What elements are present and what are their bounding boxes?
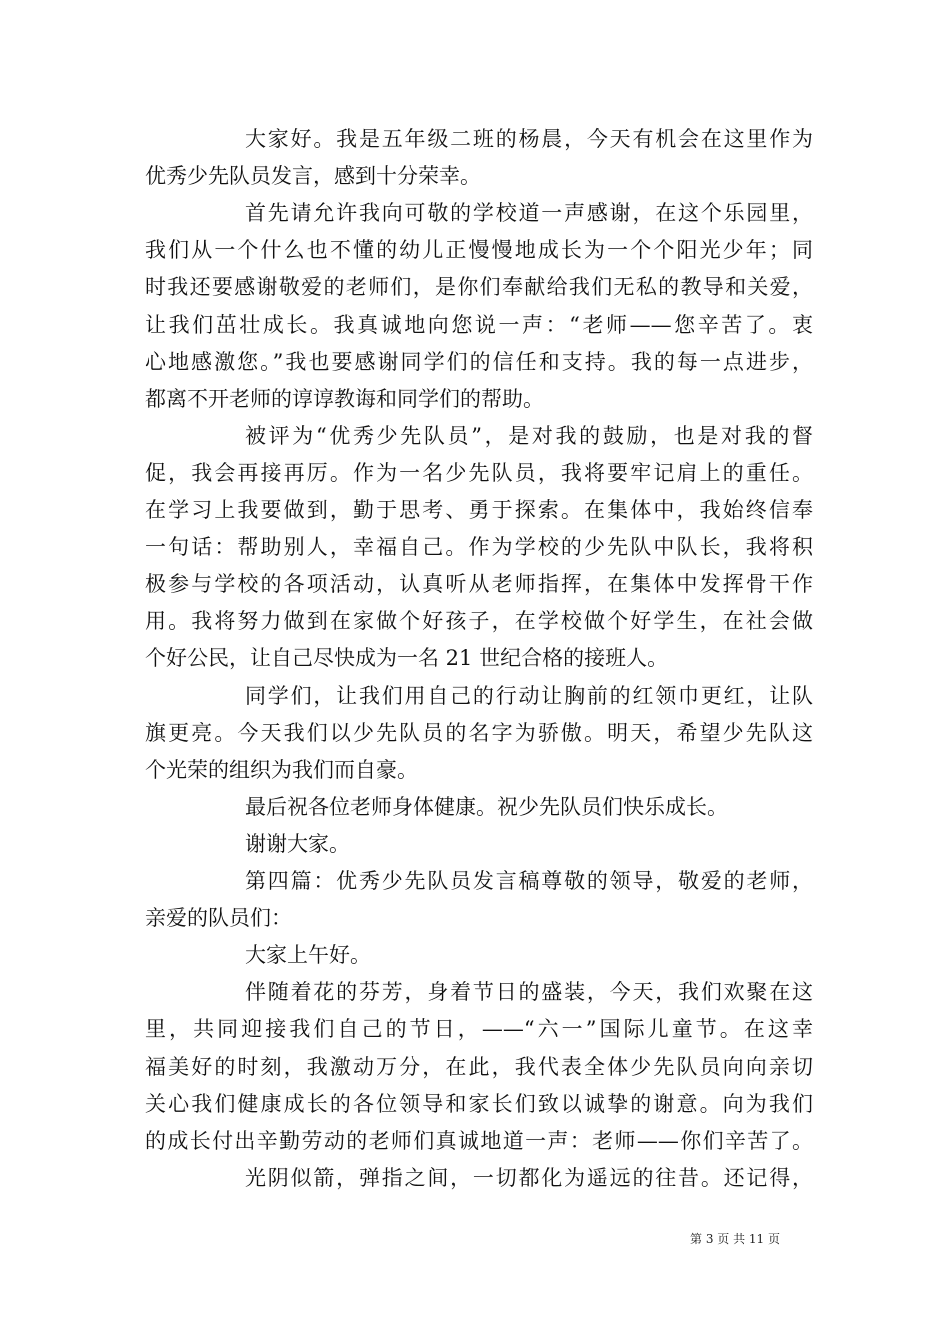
text-line: 一句话：帮助别人，幸福自己。作为学校的少先队中队长，我将积	[145, 535, 813, 559]
page-footer: 第 3 页 共 11 页	[690, 1232, 780, 1246]
text-line: 在学习上我要做到，勤于思考、勇于探索。在集体中，我始终信奉	[145, 498, 813, 522]
text-line: 大家好。我是五年级二班的杨晨，今天有机会在这里作为	[245, 127, 813, 151]
text-line: 我们从一个什么也不懂的幼儿正慢慢地成长为一个个阳光少年；同	[145, 238, 813, 262]
text-line: 首先请允许我向可敬的学校道一声感谢，在这个乐园里，	[245, 201, 813, 225]
text-line: 让我们茁壮成长。我真诚地向您说一声：“老师——您辛苦了。衷	[145, 313, 813, 337]
text-line: 同学们，让我们用自己的行动让胸前的红领巾更红，让队	[245, 684, 813, 708]
text-line: 谢谢大家。	[245, 832, 350, 856]
text-line: 个光荣的组织为我们而自豪。	[145, 758, 418, 782]
text-line: 被评为“优秀少先队员”，是对我的鼓励，也是对我的督	[245, 424, 813, 448]
text-line: 个好公民，让自己尽快成为一名 21 世纪合格的接班人。	[145, 646, 669, 670]
text-line: 大家上午好。	[245, 943, 371, 967]
text-line: 用。我将努力做到在家做个好孩子，在学校做个好学生，在社会做	[145, 609, 813, 633]
text-line: 的成长付出辛勤劳动的老师们真诚地道一声：老师——你们辛苦了。	[145, 1129, 813, 1153]
text-line: 心地感激您。”我也要感谢同学们的信任和支持。我的每一点进步，	[145, 350, 813, 374]
text-line: 促，我会再接再厉。作为一名少先队员，我将要牢记肩上的重任。	[145, 461, 813, 485]
text-line: 关心我们健康成长的各位领导和家长们致以诚挚的谢意。向为我们	[145, 1092, 813, 1116]
text-line: 亲爱的队员们：	[145, 906, 292, 930]
text-line: 时我还要感谢敬爱的老师们，是你们奉献给我们无私的教导和关爱，	[145, 275, 813, 299]
text-line: 最后祝各位老师身体健康。祝少先队员们快乐成长。	[245, 795, 728, 819]
text-line: 里，共同迎接我们自己的节日，——“六一”国际儿童节。在这幸	[145, 1017, 813, 1041]
text-line: 优秀少先队员发言，感到十分荣幸。	[145, 164, 481, 188]
text-line: 旗更亮。今天我们以少先队员的名字为骄傲。明天，希望少先队这	[145, 721, 813, 745]
text-line: 伴随着花的芬芳，身着节日的盛装，今天，我们欢聚在这	[245, 980, 813, 1004]
text-line: 第四篇：优秀少先队员发言稿尊敬的领导，敬爱的老师，	[245, 869, 813, 893]
text-line: 极参与学校的各项活动，认真听从老师指挥，在集体中发挥骨干作	[145, 572, 813, 596]
text-line: 都离不开老师的谆谆教诲和同学们的帮助。	[145, 387, 544, 411]
text-line: 光阴似箭，弹指之间，一切都化为遥远的往昔。还记得，	[245, 1166, 813, 1190]
text-line: 福美好的时刻，我激动万分，在此，我代表全体少先队员向向亲切	[145, 1055, 813, 1079]
